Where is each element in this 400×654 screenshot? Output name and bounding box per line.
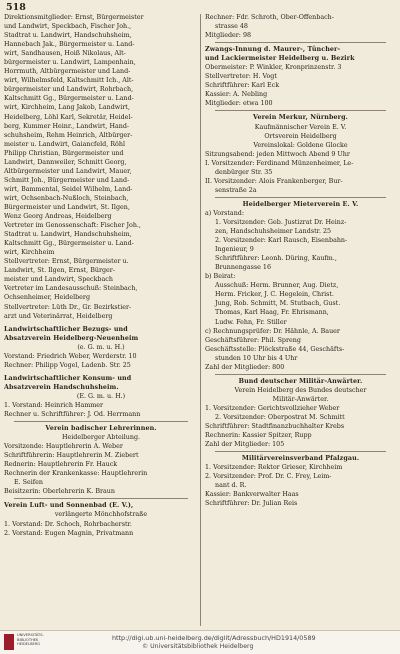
entry-line: Rechnerin: Kassier Spitzer, Rupp [205, 432, 312, 440]
entry-line: Beisitzerin: Oberlehrerin K. Braun [4, 488, 115, 496]
entry-line: wirt, Sandhausen, Hoiß Nikolaus, Alt- [4, 50, 126, 58]
entry-line: 2. Vorsitzender: Oberpostrat M. Schmitt [215, 413, 345, 421]
entry-line: Herm. Fricker, J. C. Hegelein, Christ. [215, 291, 334, 299]
entry-line: Stadtrat u. Landwirt, Handschuhsheim, [4, 231, 132, 239]
entry-line: schuhsheim, Rehm Heinrich, Altbürger- [4, 131, 133, 139]
section-divider [215, 197, 386, 198]
entry-line: Stellvertreter: Ernst, Bürgermeister u. [4, 258, 129, 266]
entry-line: Thomas, Karl Haag, Fr. Ehrismann, [215, 309, 329, 317]
entry-line: Verein Heidelberg des Bundes deutscher [234, 386, 367, 394]
entry-line: E. Seifen [14, 479, 43, 487]
entry-line: Landwirt, Dannweiler, Schmitt Georg, [4, 158, 127, 166]
entry-line: wirt, Wilhelmsfeld, Kaltschmitt Ich., Alt- [4, 77, 134, 85]
entry-line: 2. Vorstand: Eugen Magnin, Privatmann [4, 529, 134, 537]
entry-line: c) Rechnungsprüfer: Dr. Hähnle, A. Bauer [205, 327, 340, 335]
copyright-notice: © Universitätsbibliothek Heidelberg [142, 643, 254, 650]
section-divider [215, 42, 386, 43]
library-logo [4, 632, 42, 652]
entry-line: Zahl der Mitglieder: 105 [205, 441, 285, 449]
entry-line: 1. Vorsitzender: Gerichtsvollzieher Weber [205, 404, 340, 412]
entry-line: berg, Kummer Heinr., Landwirt, Hand- [4, 122, 130, 130]
entry-line: Kaufmännischer Verein E. V. [254, 123, 347, 131]
entry-line: strasse 48 [215, 23, 248, 31]
entry-line: Ingenieur, 9 [215, 246, 254, 254]
entry-line: Rednerin: Hauptlehrerin Fr. Hauck [4, 461, 118, 469]
entry-line: 1. Vorstand: Dr. Schoch, Rohrbacherstr. [4, 520, 132, 528]
entry-line: meister u. Landwirt, Gaiancfeld, Röhl [4, 140, 125, 148]
column-divider [200, 14, 201, 626]
section-divider [215, 451, 386, 452]
entry-line: Schriftführer: Leonh. Düring, Kaufm., [215, 255, 337, 263]
entry-heading: Heidelberger Mieterverein E. V. [242, 200, 359, 208]
entry-line: Vertreter im Landesausschuß: Steinbach, [4, 285, 138, 293]
entry-line: wirt, Bammental, Seidel Wilhelm, Land- [4, 185, 133, 193]
entry-line: Schriftführer: Stadtfinanzbuchhalter Krebs [205, 423, 345, 431]
entry-line: Stadtrat u. Landwirt, Handschuhsheim, [4, 32, 132, 40]
entry-line: Heidelberger Abteilung. [61, 434, 141, 442]
entry-heading: Absatzverein Handschuhsheim. [4, 383, 119, 391]
entry-line: Schriftführerin: Hauptlehrerin M. Ziebert [4, 452, 139, 460]
entry-line: Mitglieder: etwa 100 [205, 100, 273, 108]
entry-line: und Landwirt, Speckbach, Fischer Joh., [4, 23, 132, 31]
entry-line: Vorsitzende: Hauptlehrerin A. Weber [4, 443, 123, 451]
left-column [4, 13, 198, 538]
entry-line: Stellvertreter: Lüth Dr., Gr. Bezirkstier- [4, 303, 132, 311]
entry-line: Heidelberg, Löhl Karl, Sekretär, Heidel- [4, 113, 133, 121]
entry-line: Rechner u. Schriftführer: J. Od. Herrmann [4, 411, 141, 419]
entry-line: 1. Vorsitzender: Geb. Justizrat Dr. Heinz- [215, 218, 347, 226]
entry-line: Vorstand: Friedrich Weber, Werderstr. 10 [4, 352, 137, 360]
page-number: 518 [6, 2, 26, 13]
entry-heading: Verein badischer Lehrerinnen. [45, 425, 157, 433]
entry-line: Ausschuß: Herm. Brunner, Aug. Dietz, [215, 282, 339, 290]
entry-line: Brunnengasse 16 [215, 264, 271, 272]
entry-line: Rechner: Philipp Vogel, Ladenb. Str. 25 [4, 361, 131, 369]
entry-heading: Bund deutscher Militär-Anwärter. [238, 377, 363, 385]
entry-line: Schmitt Joh., Bürgermeister und Land- [4, 176, 130, 184]
entry-line: Geschäftsstelle: Plöckstraße 44, Geschäfts- [205, 345, 345, 353]
entry-line: Philipp Christian, Bürgermeister und [4, 149, 124, 157]
entry-line: 1. Vorstand: Heinrich Hammer [4, 401, 104, 409]
entry-line: Ortsverein Heidelberg [264, 132, 337, 140]
entry-line: stunden 10 Uhr bis 4 Uhr [215, 354, 298, 362]
entry-line: a) Vorstand: [205, 209, 244, 217]
entry-heading: und Lackiermeister Heidelberg u. Bezirk [205, 55, 355, 63]
section-divider [215, 110, 386, 111]
entry-line: Ochsenheimer, Heidelberg [4, 294, 91, 302]
entry-line: wirt, Kirchheim, Lang Jakob, Landwirt, [4, 104, 130, 112]
entry-line: Vertreter im Genossenschaft: Fischer Joh., [4, 222, 141, 230]
entry-line: Ludw. Fehn, Fr. Stiller [215, 318, 287, 326]
entry-heading: Zwangs-Innung d. Maurer-, Tüncher- [205, 46, 341, 54]
entry-line: Kassier: Bankverwalter Haas [205, 491, 299, 499]
entry-heading: Landwirtschaftlicher Bezugs- und [4, 325, 128, 333]
entry-line: 1. Vorsitzender: Rektor Grieser, Kirchheim [205, 464, 343, 472]
entry-heading: Verein Merkur, Nürnberg. [253, 114, 348, 122]
entry-line: Schriftführer: Dr. Julian Reis [205, 500, 298, 508]
entry-heading: Verein Luft- und Sonnenbad (E. V.), [4, 502, 134, 510]
entry-line: Sitzungsabend: jeden Mittwoch Abend 9 Uhr [205, 150, 350, 158]
entry-line: meister und Landwirt, Speckbach [4, 276, 113, 284]
entry-line: Kaltschmitt Gg., Bürgermeister u. Land- [4, 95, 134, 103]
entry-line: senstraße 2a [215, 186, 257, 194]
entry-heading: Militärvereinsverband Pfalzgau. [241, 455, 360, 463]
entry-line: I. Vorsitzender: Ferdinand Münzenheimer, Le- [205, 159, 354, 167]
section-divider [14, 498, 188, 499]
entry-line: (e. G. m. u. H.) [77, 343, 125, 351]
entry-line: Horrmuth, Altbürgermeister und Land- [4, 68, 131, 76]
entry-line: Mitglieder: 98 [205, 32, 252, 40]
entry-line: Landwirt, St. Ilgen, Ernst, Bürger- [4, 267, 115, 275]
entry-heading: Absatzverein Heidelberg-Neuenheim [4, 334, 139, 342]
entry-line: Militär-Anwärter. [272, 395, 329, 403]
entry-line: nant d. R. [215, 482, 247, 490]
library-logo-text: UNIVERSITÄTS- BIBLIOTHEK HEIDELBERG [17, 633, 44, 647]
entry-line: bürgermeister und Landwirt, Rohrbach, [4, 86, 134, 94]
section-divider [14, 421, 188, 422]
entry-line: Obermeister: P. Winkler, Kronprinzenstr. 3 [205, 64, 342, 72]
entry-line: 2. Vorsitzender: Karl Rausch, Eisenbahn- [215, 237, 348, 245]
library-logo-icon [4, 634, 14, 650]
entry-line: bürgermeister u. Landwirt, Lampenhain, [4, 59, 136, 67]
entry-line: denbürger Str. 35 [215, 168, 273, 176]
entry-line: Jung, Rob. Schmitt, M. Stutbach, Gust. [215, 300, 341, 308]
entry-line: arzt und Veterinärrat, Heidelberg [4, 312, 113, 320]
section-divider [215, 374, 386, 375]
entry-line: wirt, Ochsenbach-Nußloch, Steinbach, [4, 194, 129, 202]
entry-line: Kassier: A. Nebling [205, 91, 268, 99]
entry-line: Altbürgermeister und Landwirt, Mauer, [4, 167, 132, 175]
entry-line: (E. G. m. u. H.) [76, 392, 126, 400]
entry-line: Geschäftsführer: Phil. Spreng [205, 336, 301, 344]
entry-line: Zahl der Mitglieder: 800 [205, 363, 285, 371]
entry-line: wirt, Kirchheim [4, 249, 55, 257]
right-column [205, 13, 396, 508]
entry-line: Bürgermeister und Landwirt, St. Ilgen, [4, 203, 130, 211]
permalink[interactable]: http://digi.ub.uni-heidelberg.de/diglit/Adressbuch/HD1914/0589 [112, 634, 316, 642]
entry-heading: Landwirtschaftlicher Konsum- und [4, 374, 132, 382]
entry-line: Rechner: Fdr. Schroth, Ober-Offenbach- [205, 14, 334, 21]
entry-line: Schriftführer: Karl Eck [205, 82, 280, 90]
viewer-footer [0, 630, 400, 654]
entry-line: verlängerte Mönchhofstraße [54, 511, 148, 519]
entry-line: Stellvertreter: H. Vogt [205, 73, 277, 81]
entry-line: Wenz Georg Andreas, Heidelberg [4, 213, 112, 221]
entry-line: Direktionsmitglieder: Ernst, Bürgermeister [4, 14, 144, 21]
entry-line: Hannebach Jak., Bürgermeister u. Land- [4, 41, 135, 49]
entry-line: Kaltschmitt Gg., Bürgermeister u. Land- [4, 240, 134, 248]
entry-line: II. Vorsitzender: Alois Frankenberger, Bur- [205, 177, 343, 185]
entry-line: zen, Handschuhsheimer Landstr. 25 [215, 228, 332, 236]
entry-line: b) Beirat: [205, 273, 236, 281]
entry-line: Rechnerin der Krankenkasse: Hauptlehrerin [4, 470, 148, 478]
entry-line: Vereinslokal: Goldene Glocke [253, 141, 348, 149]
entry-line: 2. Vorsitzender: Prof. Dr. C. Frey, Leim- [205, 473, 332, 481]
